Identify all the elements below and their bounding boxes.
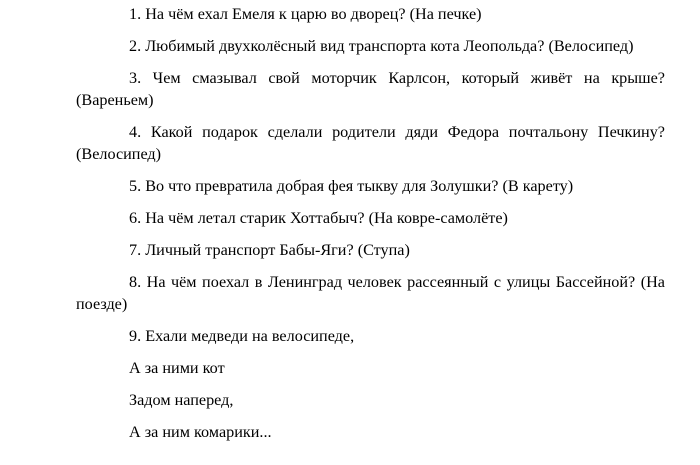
question-6: 6. На чём летал старик Хоттабыч? (На ковре-самолёте): [129, 209, 508, 227]
poem-line-1: 9. Ехали медведи на велосипеде,: [129, 327, 355, 345]
question-1: 1. На чём ехал Емеля к царю во дворец? (На печке): [129, 5, 482, 23]
question-3: 3. Чем смазывал свой моторчик Карлсон, который живёт на крыше? (Вареньем): [76, 69, 665, 109]
question-7: 7. Личный транспорт Бабы-Яги? (Ступа): [129, 241, 410, 259]
question-5: 5. Во что превратила добрая фея тыкву для Золушки? (В карету): [129, 177, 574, 195]
poem-line-2: А за ними кот: [129, 359, 225, 377]
question-2: 2. Любимый двухколёсный вид транспорта кота Леопольда? (Велосипед): [129, 37, 634, 55]
question-4: 4. Какой подарок сделали родители дяди Федора почтальону Печкину? (Велосипед): [76, 123, 665, 163]
poem-line-3: Задом наперед,: [129, 391, 234, 409]
poem-line-4: А за ним комарики...: [129, 423, 272, 441]
document-body: [76, 0, 665, 443]
question-8: 8. На чём поехал в Ленинград человек рассеянный с улицы Бассейной? (На поезде): [76, 273, 665, 313]
